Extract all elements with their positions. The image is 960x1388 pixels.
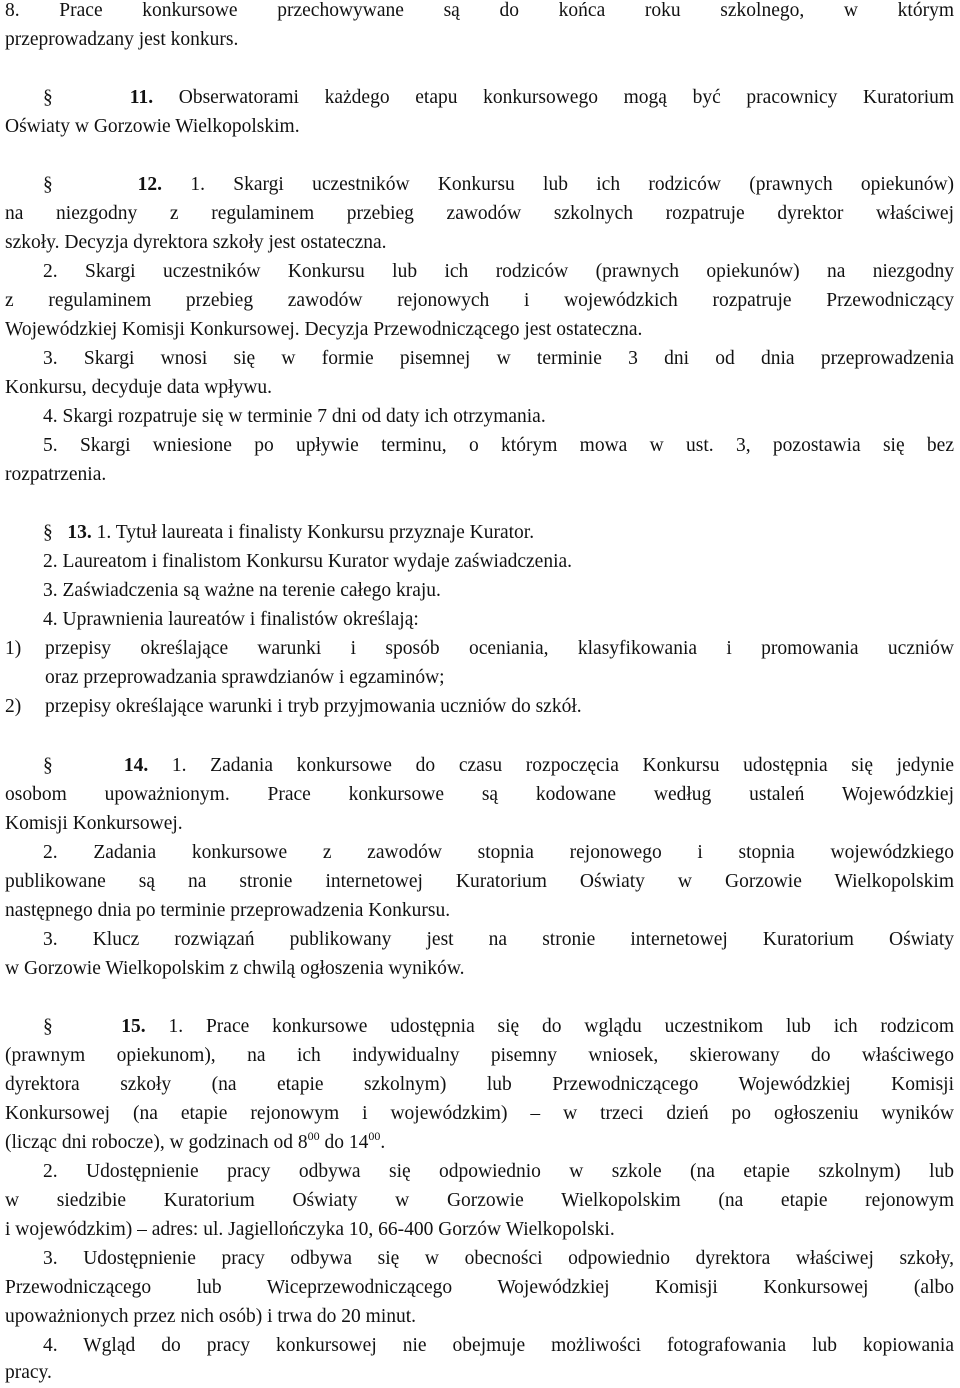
section-text: 1. Prace konkursowe udostępnia się do wglądu uczestnikom lub ich rodzicom <box>168 1016 955 1037</box>
paragraph-line: 2. Laureatom i finalistom Konkursu Kurator wydaje zaświadczenia. <box>43 551 573 572</box>
paragraph-line: Konkursu, decyduje data wpływu. <box>5 377 272 398</box>
paragraph-line: 5. Skargi wniesione po upływie terminu, o którym mowa w ust. 3, pozostawia się bez <box>43 435 954 456</box>
paragraph-line: szkoły. Decyzja dyrektora szkoły jest ostateczna. <box>5 232 387 253</box>
paragraph-line: przeprowadzany jest konkurs. <box>5 29 239 50</box>
paragraph-line: pracy. <box>5 1362 52 1383</box>
paragraph-line: (prawnym opiekunom), na ich indywidualny pisemny wniosek, skierowany do właściwego <box>5 1045 954 1066</box>
paragraph-line: w Gorzowie Wielkopolskim z chwilą ogłoszenia wyników. <box>5 958 465 979</box>
paragraph-line: 4. Uprawnienia laureatów i finalistów określają: <box>43 609 419 630</box>
list-marker: 1) <box>5 638 22 659</box>
list-item: przepisy określające warunki i sposób oceniania, klasyfikowania i promowania uczniów <box>45 638 954 659</box>
paragraph-line: Konkursowej (na etapie rejonowym i wojewódzkim) – w trzeci dzień po ogłoszeniu wyników <box>5 1103 954 1124</box>
paragraph-line: 3. Udostępnienie pracy odbywa się w obecności odpowiednio dyrektora właściwej szkoły, <box>43 1248 954 1269</box>
paragraph-line: z regulaminem przebieg zawodów rejonowych i wojewódzkich rozpatruje Przewodniczący <box>5 290 954 311</box>
paragraph-line: publikowane są na stronie internetowej Kuratorium Oświaty w Gorzowie Wielkopolskim <box>5 871 954 892</box>
section-13-line <box>43 522 534 546</box>
paragraph-line: dyrektora szkoły (na etapie szkolnym) lub Przewodniczącego Wojewódzkiej Komisji <box>5 1074 954 1095</box>
section-15-line <box>43 1016 954 1040</box>
paragraph-line: Komisji Konkursowej. <box>5 813 183 834</box>
paragraph-line: 8. Prace konkursowe przechowywane są do końca roku szkolnego, w którym <box>5 0 954 21</box>
section-symbol: § <box>43 755 53 776</box>
paragraph-line: rozpatrzenia. <box>5 464 107 485</box>
list-marker: 2) <box>5 696 22 717</box>
section-number: 12. <box>137 174 163 195</box>
paragraph-line: w siedzibie Kuratorium Oświaty w Gorzowie Wielkopolskim (na etapie rejonowym <box>5 1190 954 1211</box>
section-symbol: § <box>43 174 53 195</box>
list-item: przepisy określające warunki i tryb przyjmowania uczniów do szkół. <box>45 696 582 717</box>
hours-superscript: 00 <box>307 1129 320 1143</box>
list-item-continuation: oraz przeprowadzania sprawdzianów i egzaminów; <box>45 667 445 688</box>
paragraph-line: upoważnionych przez nich osób) i trwa do 20 minut. <box>5 1306 417 1327</box>
hours-superscript: 00 <box>368 1129 381 1143</box>
section-number: 13. <box>67 522 92 543</box>
section-14-line <box>43 755 954 779</box>
paragraph-line: 3. Skargi wnosi się w formie pisemnej w terminie 3 dni od dnia przeprowadzenia <box>43 348 954 369</box>
paragraph-line: 3. Klucz rozwiązań publikowany jest na stronie internetowej Kuratorium Oświaty <box>43 929 954 950</box>
hours-text: (licząc dni robocze), w godzinach od 8 <box>5 1132 308 1153</box>
paragraph-line: 2. Zadania konkursowe z zawodów stopnia rejonowego i stopnia wojewódzkiego <box>43 842 954 863</box>
section-number: 15. <box>121 1016 146 1037</box>
section-text: 1. Zadania konkursowe do czasu rozpoczęcia Konkursu udostępnia się jedynie <box>171 755 955 776</box>
paragraph-line: 2. Skargi uczestników Konkursu lub ich rodziców (prawnych opiekunów) na niezgodny <box>43 261 954 282</box>
paragraph-line: Wojewódzkiej Komisji Konkursowej. Decyzja Przewodniczącego jest ostateczna. <box>5 319 643 340</box>
section-symbol: § <box>43 522 53 543</box>
section-text: 1. Tytuł laureata i finalisty Konkursu przyznaje Kurator. <box>96 522 535 543</box>
paragraph-line: na niezgodny z regulaminem przebieg zawodów szkolnych rozpatruje dyrektor właściwej <box>5 203 954 224</box>
section-11-line <box>43 87 954 111</box>
hours-text: . <box>380 1132 386 1153</box>
section-symbol: § <box>43 1016 53 1037</box>
paragraph-line: Oświaty w Gorzowie Wielkopolskim. <box>5 116 300 137</box>
section-symbol: § <box>43 87 53 108</box>
section-number: 11. <box>129 87 154 108</box>
paragraph-line: Przewodniczącego lub Wiceprzewodniczącego Wojewódzkiej Komisji Konkursowej (albo <box>5 1277 954 1298</box>
hours-text: do 14 <box>319 1132 369 1153</box>
paragraph-line: osobom upoważnionym. Prace konkursowe są kodowane według ustaleń Wojewódzkiej <box>5 784 954 805</box>
paragraph-line: 2. Udostępnienie pracy odbywa się odpowiednio w szkole (na etapie szkolnym) lub <box>43 1161 954 1182</box>
paragraph-line: następnego dnia po terminie przeprowadzenia Konkursu. <box>5 900 451 921</box>
section-number: 14. <box>123 755 149 776</box>
paragraph-line: 3. Zaświadczenia są ważne na terenie całego kraju. <box>43 580 441 601</box>
paragraph-line: 4. Wgląd do pracy konkursowej nie obejmuje możliwości fotografowania lub kopiowania <box>43 1335 954 1356</box>
paragraph-line: i wojewódzkim) – adres: ul. Jagiellończyka 10, 66-400 Gorzów Wielkopolski. <box>5 1219 615 1240</box>
paragraph-line: 4. Skargi rozpatruje się w terminie 7 dni od daty ich otrzymania. <box>43 406 546 427</box>
section-12-line <box>43 174 954 198</box>
section-text: Obserwatorami każdego etapu konkursowego mogą być pracownicy Kuratorium <box>178 87 955 108</box>
hours-line <box>5 1129 386 1156</box>
section-text: 1. Skargi uczestników Konkursu lub ich rodziców (prawnych opiekunów) <box>190 174 955 195</box>
